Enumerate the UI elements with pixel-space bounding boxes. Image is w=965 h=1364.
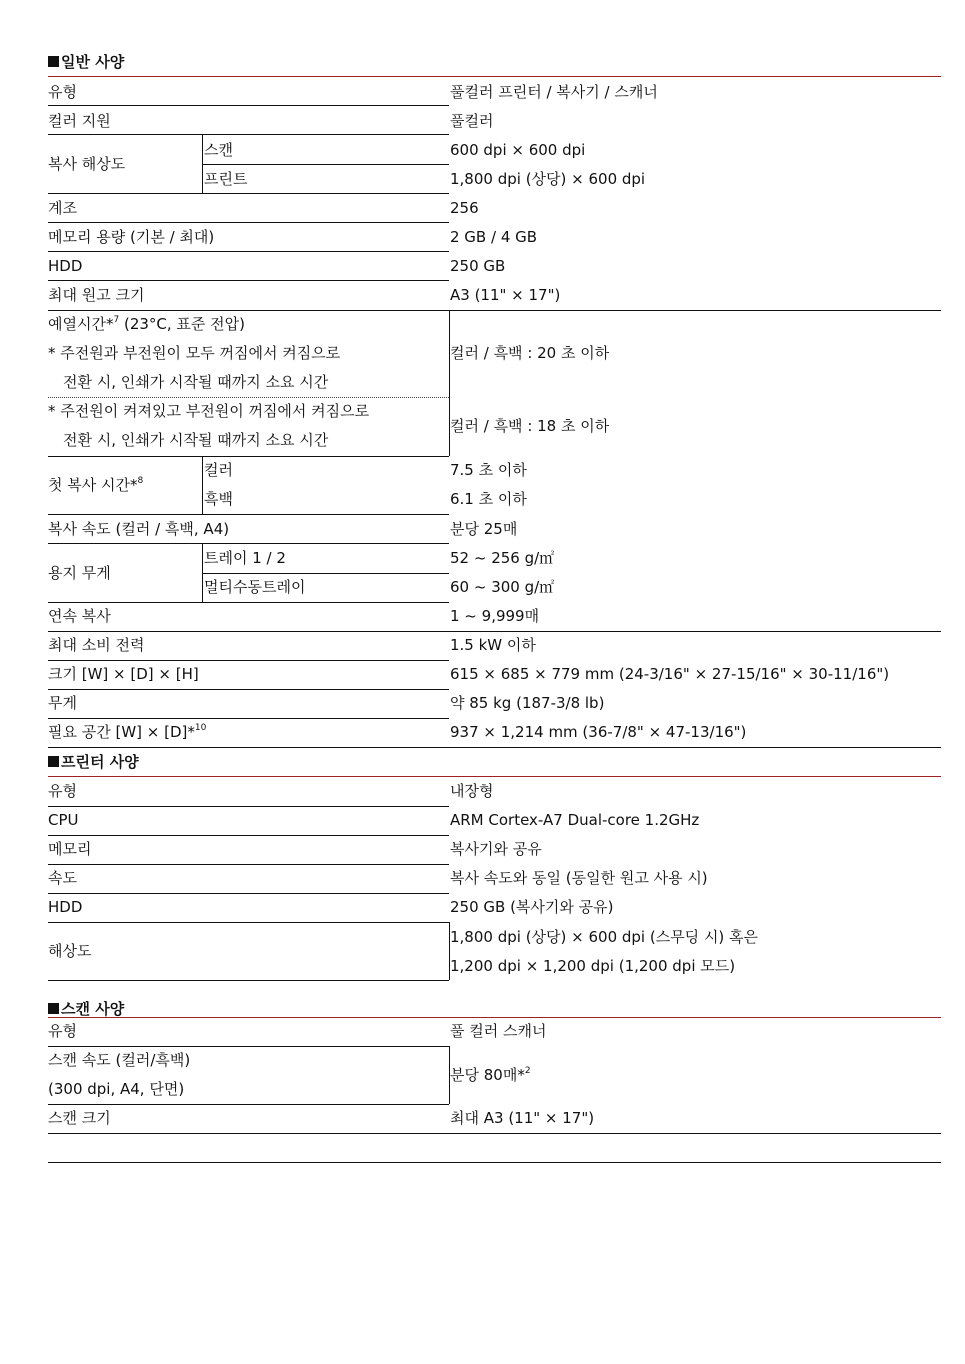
label-size: 크기 [W] × [D] × [H] [48, 665, 199, 683]
label-color: 컬러 지원 [48, 112, 111, 130]
value-warmup-2: 컬러 / 흑백 : 18 초 이하 [450, 417, 610, 435]
value-printer-memory: 복사기와 공유 [450, 840, 542, 858]
label-first-copy-color: 컬러 [204, 461, 233, 479]
label-power: 최대 소비 전력 [48, 636, 145, 654]
label-paper-weight: 용지 무게 [48, 564, 111, 582]
label-scan-size: 스캔 크기 [48, 1109, 111, 1127]
divider [48, 251, 449, 252]
section-heading-general: 일반 사양 [48, 51, 124, 73]
divider [48, 660, 449, 661]
label-first-copy-bw: 흑백 [204, 490, 233, 508]
divider [48, 456, 449, 457]
note-warmup-2-line1: * 주전원이 켜져있고 부전원이 꺼짐에서 켜짐으로 [48, 402, 370, 420]
divider [48, 689, 449, 690]
value-printer-hdd: 250 GB (복사기와 공유) [450, 898, 614, 916]
divider [48, 76, 941, 77]
divider [48, 776, 941, 777]
value-size: 615 × 685 × 779 mm (24-3/16" × 27-15/16" × 30-11/16") [450, 665, 890, 683]
divider [48, 1104, 449, 1105]
square-bullet-icon [48, 756, 59, 767]
value-printer-resolution-2: 1,200 dpi × 1,200 dpi (1,200 dpi 모드) [450, 957, 736, 975]
value-printer-type: 내장형 [450, 782, 494, 800]
label-first-copy: 첫 복사 시간*$^8$ [48, 476, 144, 494]
label-printer-memory: 메모리 [48, 840, 92, 858]
value-hdd: 250 GB [450, 257, 506, 275]
note-warmup-1-line1: * 주전원과 부전원이 모두 꺼짐에서 켜짐으로 [48, 344, 341, 362]
label-max-original: 최대 원고 크기 [48, 286, 145, 304]
divider [202, 457, 203, 514]
value-type: 풀컬러 프린터 / 복사기 / 스캐너 [450, 83, 658, 101]
label-printer-speed: 속도 [48, 869, 77, 887]
divider [48, 864, 449, 865]
label-memory: 메모리 용량 (기본 / 최대) [48, 228, 215, 246]
label-copy-resolution-scan: 스캔 [204, 141, 233, 159]
value-paper-tray: 52 ~ 256 g/㎡ [450, 549, 555, 567]
value-printer-speed: 복사 속도와 동일 (동일한 원고 사용 시) [450, 869, 708, 887]
label-printer-resolution: 해상도 [48, 942, 92, 960]
label-gradation: 계조 [48, 199, 77, 217]
value-copy-resolution-print: 1,800 dpi (상당) × 600 dpi [450, 170, 646, 188]
divider [48, 631, 941, 632]
divider [48, 105, 449, 106]
label-scan-speed-1: 스캔 속도 (컬러/흑백) [48, 1051, 191, 1069]
label-space: 필요 공간 [W] × [D]*$^{10}$ [48, 723, 207, 741]
square-bullet-icon [48, 56, 59, 67]
divider [48, 922, 449, 923]
divider [48, 1046, 449, 1047]
divider [48, 310, 941, 311]
value-printer-resolution-1: 1,800 dpi (상당) × 600 dpi (스무딩 시) 혹은 [450, 928, 759, 946]
value-continuous: 1 ~ 9,999매 [450, 607, 540, 625]
divider [48, 397, 449, 398]
section-heading-printer: 프린터 사양 [48, 751, 139, 773]
divider [48, 193, 449, 194]
divider [48, 134, 449, 135]
divider [202, 573, 449, 574]
value-power: 1.5 kW 이하 [450, 636, 536, 654]
value-first-copy-bw: 6.1 초 이하 [450, 490, 527, 508]
value-warmup-1: 컬러 / 흑백 : 20 초 이하 [450, 344, 610, 362]
square-bullet-icon [48, 1003, 59, 1014]
value-space: 937 × 1,214 mm (36-7/8" × 47-13/16") [450, 723, 747, 741]
label-cpu: CPU [48, 811, 79, 829]
value-weight: 약 85 kg (187-3/8 lb) [450, 694, 605, 712]
label-scan-type: 유형 [48, 1022, 77, 1040]
divider [48, 747, 941, 748]
value-cpu: ARM Cortex-A7 Dual-core 1.2GHz [450, 811, 700, 829]
value-gradation: 256 [450, 199, 479, 217]
label-copy-resolution: 복사 해상도 [48, 155, 126, 173]
value-paper-bypass: 60 ~ 300 g/㎡ [450, 578, 555, 596]
divider [48, 806, 449, 807]
divider [48, 1133, 941, 1134]
divider [48, 893, 449, 894]
divider [48, 602, 449, 603]
divider [48, 543, 449, 544]
value-scan-size: 최대 A3 (11" × 17") [450, 1109, 595, 1127]
divider [48, 718, 449, 719]
section-heading-scan: 스캔 사양 [48, 998, 124, 1020]
label-type: 유형 [48, 83, 77, 101]
label-paper-bypass: 멀티수동트레이 [204, 578, 306, 596]
label-paper-tray: 트레이 1 / 2 [204, 549, 286, 567]
divider [202, 164, 449, 165]
divider [48, 980, 449, 981]
label-printer-hdd: HDD [48, 898, 83, 916]
divider [48, 835, 449, 836]
divider [48, 514, 449, 515]
divider [48, 1162, 941, 1163]
label-warmup: 예열시간*$^7$ (23°C, 표준 전압) [48, 315, 246, 333]
note-warmup-2-line2: 전환 시, 인쇄가 시작될 때까지 소요 시간 [63, 431, 329, 449]
value-color: 풀컬러 [450, 112, 494, 130]
label-copy-speed: 복사 속도 (컬러 / 흑백, A4) [48, 520, 230, 538]
divider [48, 222, 449, 223]
label-weight: 무게 [48, 694, 77, 712]
label-printer-type: 유형 [48, 782, 77, 800]
value-scan-type: 풀 컬러 스캐너 [450, 1022, 547, 1040]
label-hdd: HDD [48, 257, 83, 275]
value-max-original: A3 (11" × 17") [450, 286, 561, 304]
divider [48, 280, 449, 281]
value-first-copy-color: 7.5 초 이하 [450, 461, 527, 479]
value-scan-speed: 분당 80매*$^2$ [450, 1066, 531, 1084]
value-copy-speed: 분당 25매 [450, 520, 518, 538]
value-memory: 2 GB / 4 GB [450, 228, 538, 246]
label-copy-resolution-print: 프린트 [204, 170, 248, 188]
label-scan-speed-2: (300 dpi, A4, 단면) [48, 1080, 185, 1098]
divider [48, 1017, 941, 1018]
value-copy-resolution-scan: 600 dpi × 600 dpi [450, 141, 586, 159]
label-continuous: 연속 복사 [48, 607, 111, 625]
note-warmup-1-line2: 전환 시, 인쇄가 시작될 때까지 소요 시간 [63, 373, 329, 391]
